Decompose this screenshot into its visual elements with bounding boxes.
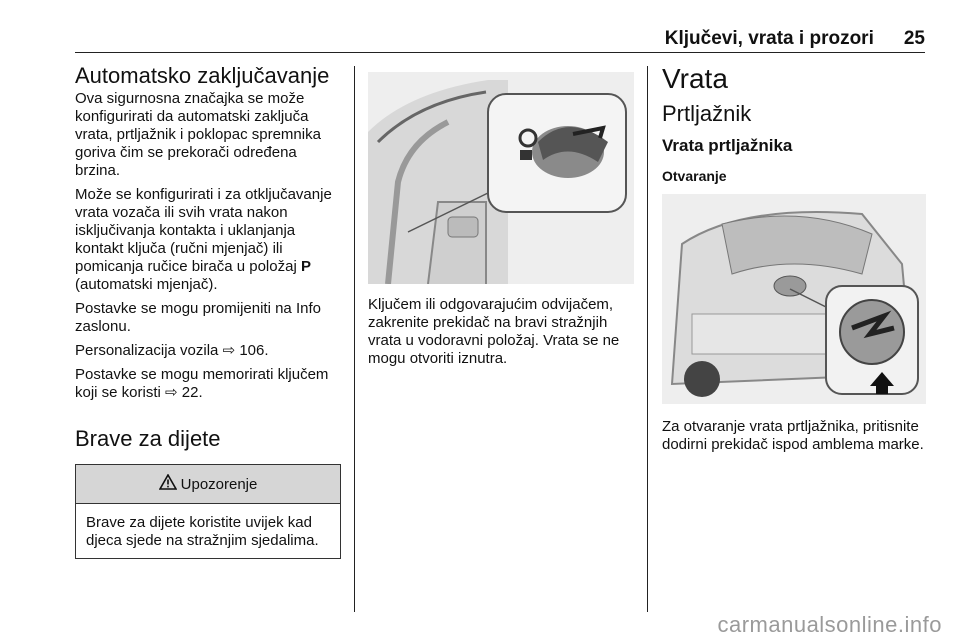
header-rule <box>75 52 925 53</box>
column-divider-2 <box>647 66 648 612</box>
warning-body <box>76 504 340 558</box>
warning-title: Upozorenje <box>180 475 258 493</box>
text-span: Može se konfigurirati i za otključavanje vrata vozača ili svih vrata nakon isključivanja kontakta i uklanjanja kontakt ključa (ručni mjenjač) ili pomicanja ručice birača u položaj <box>75 186 332 275</box>
page-ref-arrow-icon: ⇨ <box>165 384 178 401</box>
gear-p-label: P <box>300 258 311 275</box>
warning-header <box>76 465 340 504</box>
paragraph-auto-lock-1: Ova sigurnosna značajka se može konfigurirati da automatski zaključa vrata, prtljažnik i poklopac spremnika goriva čim se prekorači određena brzina. <box>75 90 321 179</box>
text-span: Personalizacija vozila <box>75 342 223 359</box>
chapter-title: Ključevi, vrata i prozori <box>664 28 874 49</box>
warning-text: Brave za dijete koristite uvijek kad djeca sjede na stražnjim sjedalima. <box>86 514 319 549</box>
subsection-title-trunk: Prtljažnik <box>662 101 752 126</box>
child-lock-caption: Ključem ili odgovarajućim odvijačem, zakrenite prekidač na bravi stražnjih vrata u vodoravni položaj. Vrata se ne mogu otvoriti iznutra. <box>368 296 620 367</box>
column-2 <box>368 62 634 374</box>
page-number: 25 <box>903 28 925 49</box>
page-header <box>75 28 925 50</box>
watermark: carmanualsonline.info <box>717 612 942 637</box>
section-title-child-locks: Brave za dijete <box>75 426 221 451</box>
paragraph-auto-lock-4 <box>75 342 341 360</box>
text-span: (automatski mjenjač). <box>75 276 218 293</box>
tailgate-caption: Za otvaranje vrata prtljažnika, pritisnite dodirni prekidač ispod amblema marke. <box>662 418 924 453</box>
page-ref-arrow-icon: ⇨ <box>222 342 236 359</box>
paragraph-auto-lock-2 <box>75 186 341 294</box>
subsubsection-title-tailgate: Vrata prtljažnika <box>662 136 793 155</box>
page-ref[interactable]: 22. <box>181 384 203 401</box>
column-divider-1 <box>354 66 355 612</box>
column-1 <box>75 62 341 559</box>
warning-box <box>75 464 341 559</box>
section-title-auto-lock: Automatsko zaključavanje <box>75 63 330 88</box>
tailgate-illustration <box>662 194 926 404</box>
section-title-doors: Vrata <box>662 63 728 94</box>
text-span: Postavke se mogu memorirati ključem koji se koristi <box>75 366 329 401</box>
child-lock-illustration <box>368 72 634 284</box>
paragraph-auto-lock-5 <box>75 366 341 402</box>
warning-triangle-icon <box>159 474 177 494</box>
paragraph-auto-lock-3: Postavke se mogu promijeniti na Info zaslonu. <box>75 300 321 335</box>
page-ref[interactable]: 106. <box>239 342 269 359</box>
heading-opening: Otvaranje <box>662 168 727 184</box>
column-3 <box>662 62 927 460</box>
